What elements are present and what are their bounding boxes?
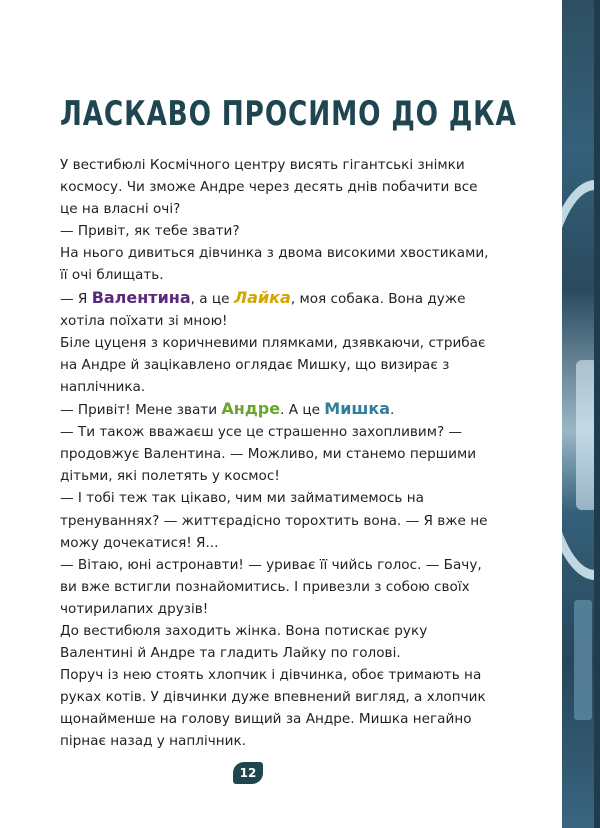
paragraph: — Ти також вважаєш усе це страшенно захопливим? — продовжує Валентина. — Можливо, ми станемо першими дітьми, які полетять у космос! [60,424,477,485]
character-name-valentina: Валентина [91,287,191,307]
text-run: . [390,402,395,419]
paragraph: На нього дивиться дівчинка з двома високими хвостиками, її очі блищать. [60,245,489,284]
side-illustration [562,0,600,828]
text-run: , моя собака. Вона дуже хотіла поїхати зі мною! [60,290,466,329]
panel-shape [574,600,592,720]
paragraph: У вестибюлі Космічного центру висять гігантські знімки космосу. Чи зможе Андре через десять днів побачити все це на власні очі? [60,157,478,218]
paragraph: — Вітаю, юні астронавти! — уриває її чийсь голос. — Бачу, ви вже встигли познайомитись. І привезли з собою своїх чотирилапих друзів! [60,556,482,617]
text-run: — Я [60,290,92,307]
paragraph: — І тобі теж так цікаво, чим ми займатимемось на тренуваннях? — життєрадісно торохтить вона. — Я вже не можу дочекатися! Я... [60,490,488,551]
paragraph: До вестибюля заходить жінка. Вона потискає руку Валентині й Андре та гладить Лайку по голові. [60,622,428,662]
character-name-mishka: Мишка [324,399,391,419]
page-number-badge: 12 [233,762,263,784]
character-name-layka: Лайка [233,287,291,307]
edge-strut-shape [594,0,600,828]
body-text [60,154,493,753]
character-name-andre: Андре [221,399,281,419]
paragraph: Біле цуценя з коричневими плямками, дзявкаючи, стрибає на Андре й зацікавлено оглядає Мишку, що визирає з наплічника. [60,334,486,395]
text-run: . А це [280,402,325,419]
paragraph: Поруч із нею стоять хлопчик і дівчинка, обоє тримають на руках котів. У дівчинки дуже впевнений вигляд, а хлопчик щонайменше на голову вищий за Андре. Мишка негайно пірнає назад у наплічник. [60,667,486,750]
paragraph [60,287,493,332]
chapter-title: ЛАСКАВО ПРОСИМО ДО ДКА [60,94,517,134]
text-run: — Привіт! Мене звати [60,402,222,419]
paragraph [60,398,493,421]
text-run: , а це [190,290,234,307]
paragraph: — Привіт, як тебе звати? [60,223,240,240]
